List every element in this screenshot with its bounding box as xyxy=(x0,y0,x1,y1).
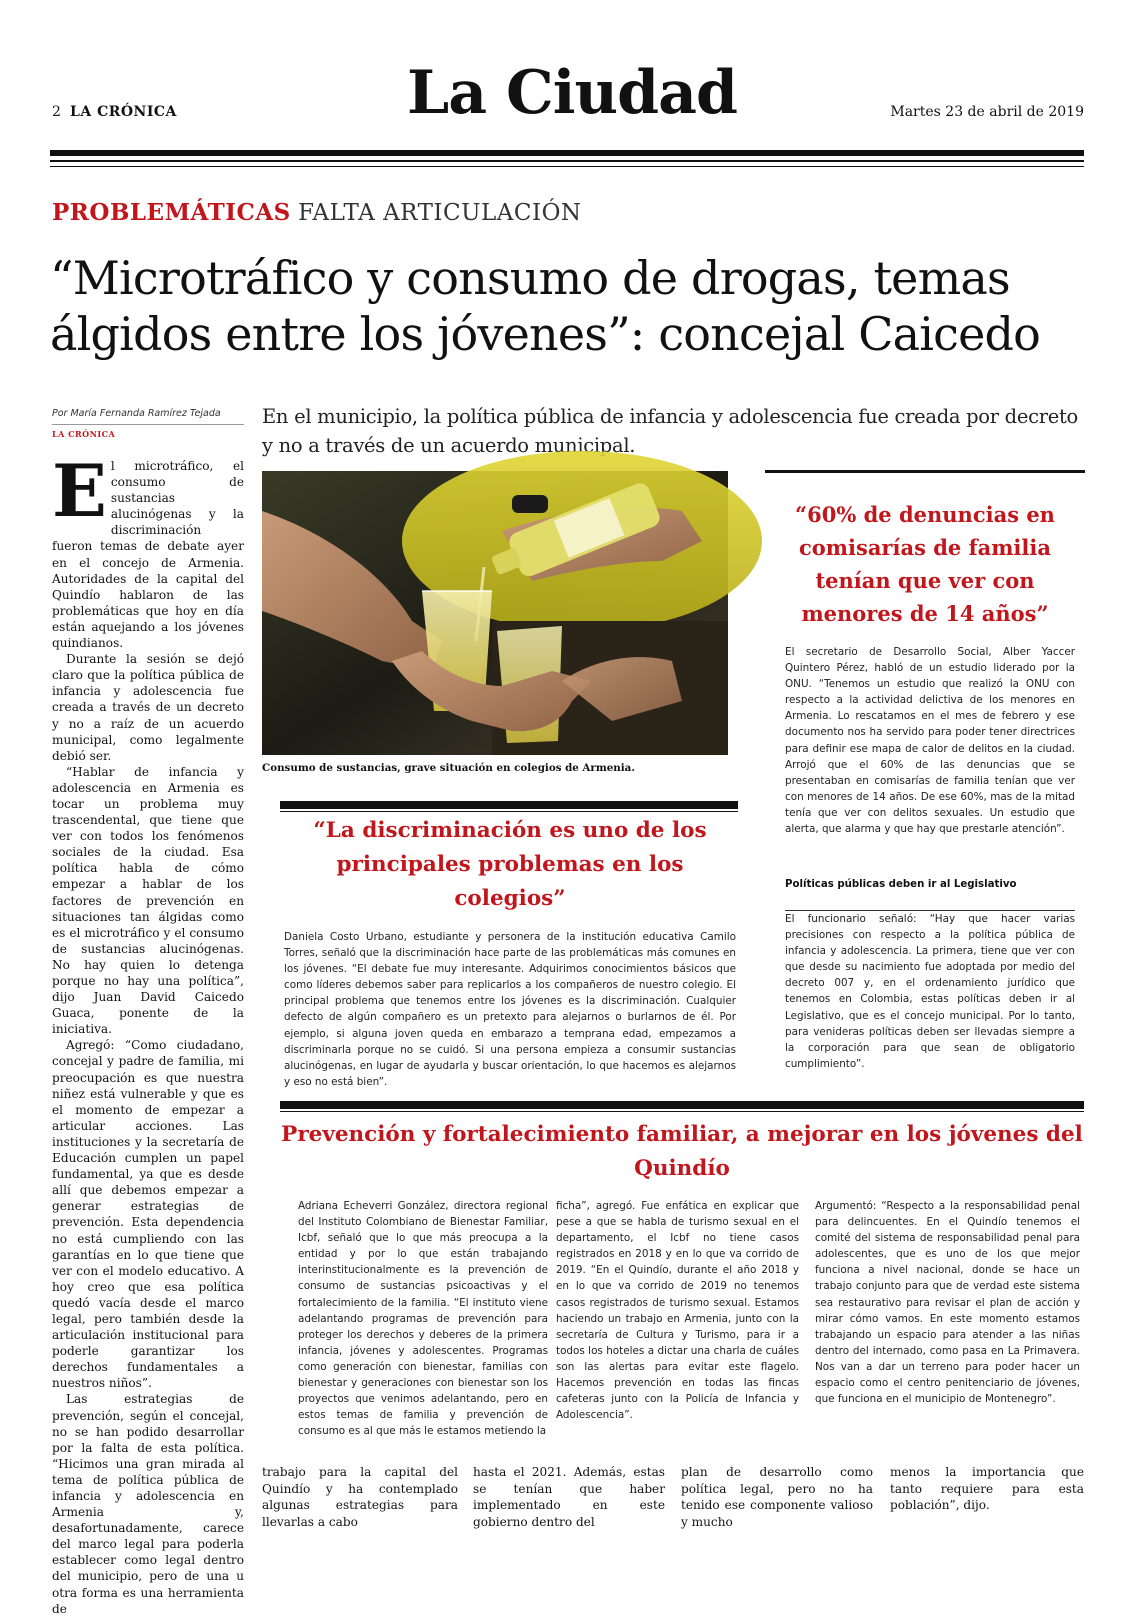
header-rule-thick xyxy=(50,150,1084,156)
bottom-box-column-3: Argumentó: “Respecto a la responsabilidad penal para delincuentes. En el Quindío tenemos el comité del sistema de responsabilidad penal para adolescentes, que es uno de los que mejor funciona a nivel nacional, donde se hace un trabajo conjunto para que de verdad este sistema sea restaurativo para revisar el plan de acción y mirar cómo vamos. En este momento estamos trabajando un espacio para atender a las niñas dentro del internado, como pasa en La Primavera. Nos van a dar un terreno para poder hacer un espacio como el centro penitenciario de jóvenes, que funciona en el municipio de Montenegro”. xyxy=(815,1200,1080,1406)
kicker-label: PROBLEMÁTICAS xyxy=(52,199,291,226)
right-sidebar-body-2: El funcionario señaló: “Hay que hacer varias precisiones con respecto a la política pública de infancia y adolescencia. La primera, tiene que ver con que desde su nacimiento fue adoptada por medio del decreto 007 y, en el ordenamiento jurídico que tenemos en Colombia, estas políticas deben ir al Legislativo, que es el concejo municipal. Por lo tanto, para venideras políticas deben ser llevadas siempre a la corporación para que sean de obligatorio cumplimiento”. xyxy=(785,913,1075,1070)
article-paragraph: Agregó: “Como ciudadano, concejal y padre de familia, mi preocupación es que nuestra niñez está vulnerable y que es el momento de empezar a articular acciones. Las instituciones y la secretaría de Educación cumplen un papel fundamental, ya que es desde allí que debemos empezar a generar estrategias de prevención. Esta dependencia no está cumpliendo con las garantías en lo que tiene que ver con el modelo educativo. A hoy creo que esa política quedó vacía desde el marco legal, pero también desde la articulación institucional para poderle garantizar los derechos fundamentales a nuestros niños”. xyxy=(52,1038,244,1391)
article-paragraph: Durante la sesión se dejó claro que la política pública de infancia y adolescencia fue creada a través de un decreto y no a raíz de un acuerdo municipal, como legalmente debió ser. xyxy=(52,652,244,763)
article-photo xyxy=(262,471,728,755)
article-paragraph: Las estrategias de prevención, según el concejal, no se han podido desarrollar por la falta de esta política. “Hicimos una gran mirada al tema de política pública de infancia y adolescencia en Armenia y, desafortunadamente, carece del marco legal para poderla establecer como legal dentro del municipio, pero de una u otra forma es una herramienta de xyxy=(52,1392,244,1616)
article-continuation-1: trabajo para la capital del Quindío y ha contemplado algunas estrategias para llevarlas a cabo xyxy=(262,1465,458,1529)
middle-box-rule-thin xyxy=(280,811,738,812)
byline-divider xyxy=(52,424,244,425)
kicker xyxy=(52,199,582,226)
photo-drinks-illustration xyxy=(262,471,728,755)
middle-pull-quote: “La discriminación es uno de los principales problemas en los colegios” xyxy=(313,818,707,911)
article-subtitle: En el municipio, la política pública de infancia y adolescencia fue creada por decreto y no a través de un acuerdo municipal. xyxy=(262,405,1078,457)
page-number: 2 xyxy=(52,104,61,120)
right-pull-quote: “60% de denuncias en comisarías de familia tenían que ver con menores de 14 años” xyxy=(795,502,1055,626)
kicker-text: FALTA ARTICULACIÓN xyxy=(298,200,582,226)
bottom-box-headline: Prevención y fortalecimiento familiar, a mejorar en los jóvenes del Quindío xyxy=(281,1122,1083,1181)
article-paragraph: “Hablar de infancia y adolescencia en Armenia es tocar un problema muy trascendental, que tiene que ver con todos los fenómenos sociales de la ciudad. Esa política habla de cómo empezar a hablar de los factores de prevención en situaciones tan álgidas como es el microtráfico y el consumo de sustancias alucinógenas. No hay quien lo detenga porque no hay una política”, dijo Juan David Caicedo Guaca, ponente de la iniciativa. xyxy=(52,764,244,1037)
middle-box-rule xyxy=(280,801,738,809)
right-sidebar-rule xyxy=(765,470,1085,473)
publication-date: Martes 23 de abril de 2019 xyxy=(890,104,1084,120)
byline-organization: LA CRÓNICA xyxy=(52,429,116,439)
article-continuation-2: hasta el 2021. Además, estas se tenían que haber implementado en este gobierno dentro del xyxy=(473,1465,665,1529)
bottom-box-rule-thin xyxy=(280,1111,1084,1112)
newspaper-name: LA CRÓNICA xyxy=(70,104,177,120)
article-continuation-3: plan de desarrollo como política legal, pero no ha tenido ese componente valioso y mucho xyxy=(681,1465,873,1529)
section-title: La Ciudad xyxy=(407,58,737,128)
right-sidebar-body: El secretario de Desarrollo Social, Alber Yaccer Quintero Pérez, habló de un estudio liderado por la ONU. “Tenemos un estudio que realizó la ONU con respecto a la actividad delictiva de los menores en Armenia. Lo rescatamos en el mes de febrero y ese documento nos ha servido para poder tener directrices para definir ese mapa de calor de delitos en la ciudad. Arrojó que el 60% de las denuncias que se presentaban en comisarías de familia tenían que ver con menores de 14 años. De ese 60%, mas de la mitad tenía que ver con delitos sexuales. Un estudio que alerta, que alarma y que hay que prestarle atención”. xyxy=(785,646,1075,836)
bottom-box-rule xyxy=(280,1101,1084,1109)
article-continuation-4: menos la importancia que tanto requiere para esta población”, dijo. xyxy=(890,1465,1084,1513)
drop-cap: E xyxy=(52,448,107,533)
article-body-left-column xyxy=(52,448,244,1617)
bottom-box-column-1: Adriana Echeverri González, directora regional del Instituto Colombiano de Bienestar Familiar, Icbf, señaló que lo que más preocupa a la entidad y por lo que están trabajando interinstitucionalmente es la prevención de consumo de sustancias psicoactivas y el fortalecimiento de la familia. “El instituto viene adelantando programas de prevención para proteger los derechos y deberes de la primera infancia, jóvenes y adolescentes. Programas como generación con bienestar, familias con bienestar y generaciones con bienestar son los proyectos que venimos adelantando, pero en estos temas de familia y prevención de consumo es al que más le estamos metiendo la xyxy=(298,1200,548,1438)
byline: Por María Fernanda Ramírez Tejada xyxy=(52,408,221,419)
header-rule-thin-2 xyxy=(50,166,1084,167)
bottom-box-column-2: ficha”, agregó. Fue enfática en explicar que pese a que se habla de turismo sexual en el departamento, el Icbf no tiene casos registrados en 2018 y en lo que va corrido de 2019. “En el Quindío, durante el año 2018 y en lo que va corrido de 2019 no tenemos casos registrados de turismo sexual. Estamos haciendo un trabajo en Armenia, junto con la secretaría de Cultura y Turismo, para ir a todos los hoteles a dictar una charla de cuáles son las alertas para evitar este flagelo. Hacemos prevención en todas las fincas cafeteras junto con la Policía de Infancia y Adolescencia”. xyxy=(556,1200,799,1422)
headline: “Microtráfico y consumo de drogas, temas álgidos entre los jóvenes”: concejal Caicedo xyxy=(50,251,1041,361)
right-sidebar-subhead: Políticas públicas deben ir al Legislativo xyxy=(785,879,1017,890)
middle-box-body: Daniela Costo Urbano, estudiante y personera de la institución educativa Camilo Torres, señaló que la discriminación hace parte de las problemáticas más comunes en los jóvenes. “El debate fue muy interesante. Adquirimos conocimientos básicos que como líderes debemos saber para replicarlos a los compañeros de nuestro colegio. El principal problema que tenemos entre los jóvenes es la discriminación. Cualquier defecto de algún compañero es un pretexto para alejarnos o burlarnos de él. Por ejemplo, si alguna joven queda en embarazo a temprana edad, empezamos a discriminarla porque no se cuidó. Si una persona empieza a consumir sustancias alucinógenas, en lugar de ayudarla y buscar orientación, lo que hacemos es alejarnos y eso no está bien”. xyxy=(284,931,736,1088)
photo-caption: Consumo de sustancias, grave situación en colegios de Armenia. xyxy=(262,762,635,774)
article-paragraph: El microtráfico, el consumo de sustancias alucinógenas y la discriminación fueron temas de debate ayer en el concejo de Armenia. Autoridades de la capital del Quindío hablaron de las problemáticas que hoy en día están aquejando a los jóvenes quindianos. xyxy=(52,448,244,651)
header-rule-thin xyxy=(50,160,1084,162)
